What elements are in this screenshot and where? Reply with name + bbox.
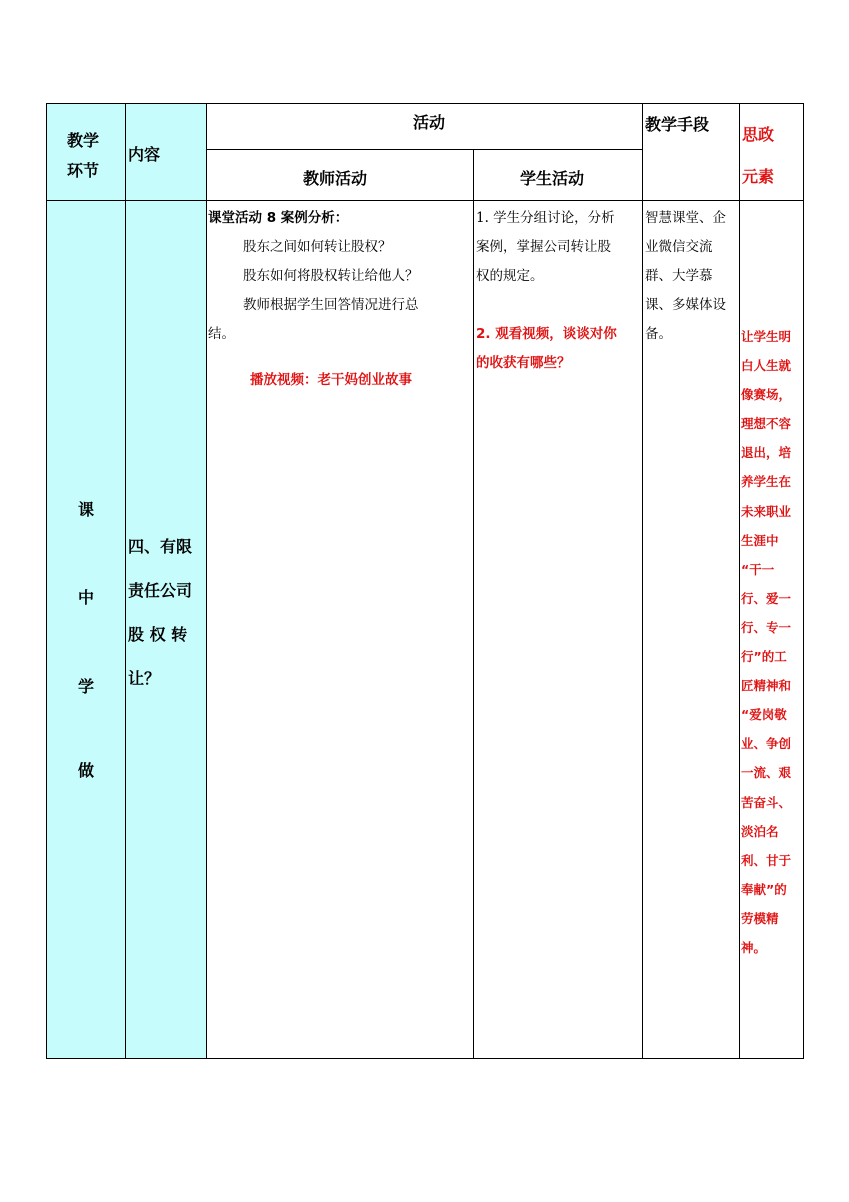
student-item1-line-3: 权的规定。 <box>476 268 544 284</box>
ideology-line: 理想不容 <box>741 416 792 432</box>
stage-cell <box>46 200 126 1059</box>
ideology-line: “干一 <box>741 561 775 577</box>
means-cell <box>642 200 740 1059</box>
student-item2-line-2: 的收获有哪些？ <box>476 355 571 371</box>
stage-header-line-2: 环节 <box>67 161 100 180</box>
activity-header: 活动 <box>413 113 446 132</box>
student-activity-header-cell <box>473 149 643 201</box>
stage-char-4: 做 <box>78 761 95 780</box>
teacher-line-1: 股东之间如何转让股权？ <box>243 239 392 255</box>
teacher-activity-cell <box>206 200 474 1059</box>
ideology-line: 劳模精 <box>741 910 779 926</box>
ideology-line: 像赛场， <box>741 387 792 403</box>
student-activity-header: 学生活动 <box>520 169 585 188</box>
ideology-header-cell <box>739 103 804 201</box>
ideology-line: 让学生明 <box>741 329 792 344</box>
student-item2-line-1: 2. 观看视频，谈谈对你 <box>476 326 617 342</box>
means-line-5: 备。 <box>645 326 672 342</box>
teacher-video-note: 播放视频：老干妈创业故事 <box>250 372 412 388</box>
ideology-line: 奉献”的 <box>741 881 787 897</box>
content-line-1: 四、有限 <box>128 537 193 556</box>
student-item1-line-2: 案例，掌握公司转让股 <box>476 239 611 255</box>
means-header-cell <box>642 103 740 201</box>
ideology-line: 匠精神和 <box>741 678 792 694</box>
ideology-line: 白人生就 <box>741 358 792 374</box>
content-text <box>128 525 192 701</box>
ideology-cell <box>739 200 804 1059</box>
teacher-line-2: 股东如何将股权转让给他人？ <box>243 268 419 284</box>
teacher-activity-title: 课堂活动 8 案例分析： <box>208 210 349 226</box>
teacher-activity-header: 教师活动 <box>303 169 368 188</box>
ideology-line: 神。 <box>741 939 767 955</box>
teacher-activity-header-cell <box>206 149 474 201</box>
ideology-line: 退出，培 <box>741 445 792 461</box>
content-header-cell <box>125 103 207 201</box>
ideology-header-line-1: 思政 <box>742 125 775 144</box>
ideology-line: 养学生在 <box>741 474 792 490</box>
ideology-line: 未来职业 <box>741 503 792 519</box>
content-line-4: 让？ <box>128 669 161 688</box>
stage-header-line-1: 教学 <box>67 131 100 150</box>
content-line-3: 股 权 转 <box>128 625 188 644</box>
ideology-line: 苦奋斗、 <box>741 794 792 810</box>
means-line-1: 智慧课堂、企 <box>645 210 726 226</box>
means-line-3: 群、大学慕 <box>645 268 713 284</box>
ideology-line: 行、专一 <box>741 619 792 635</box>
ideology-text <box>741 322 791 962</box>
means-header: 教学手段 <box>645 115 710 134</box>
ideology-line: 利、甘于 <box>741 852 792 868</box>
ideology-line: 业、争创 <box>741 736 792 752</box>
activity-header-cell <box>206 103 643 150</box>
stage-char-3: 学 <box>78 677 95 696</box>
ideology-header-line-2: 元素 <box>742 167 775 186</box>
teacher-line-3: 教师根据学生回答情况进行总 <box>243 297 419 313</box>
student-activity-cell <box>473 200 643 1059</box>
ideology-line: 生涯中 <box>741 532 779 548</box>
ideology-line: 一流、艰 <box>741 765 792 781</box>
content-cell <box>125 200 207 1059</box>
stage-char-2: 中 <box>78 588 95 607</box>
means-line-4: 课、多媒体设 <box>645 297 726 313</box>
ideology-line: “爱岗敬 <box>741 707 787 723</box>
teacher-line-4: 结。 <box>208 326 235 342</box>
student-item1-line-1: 1. 学生分组讨论，分析 <box>476 210 615 226</box>
content-header: 内容 <box>128 145 161 164</box>
stage-char-1: 课 <box>78 500 95 519</box>
ideology-line: 淡泊名 <box>741 823 779 839</box>
ideology-line: 行、爱一 <box>741 590 792 606</box>
stage-header-cell <box>46 103 126 201</box>
ideology-line: 行”的工 <box>741 649 787 665</box>
means-line-2: 业微信交流 <box>645 239 713 255</box>
content-line-2: 责任公司 <box>128 581 193 600</box>
